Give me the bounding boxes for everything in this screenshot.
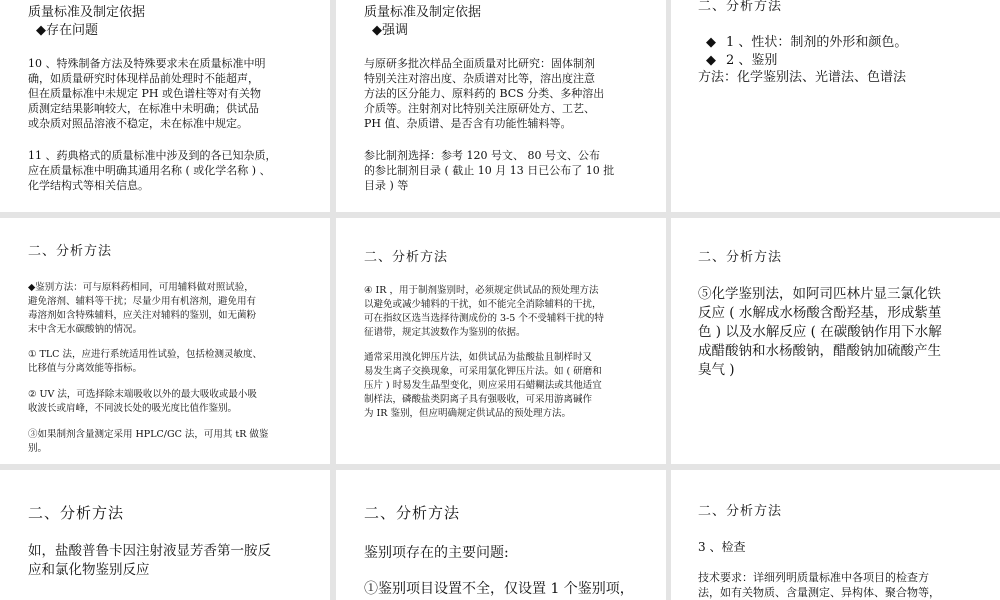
slide-title: 二、分析方法 bbox=[698, 0, 783, 14]
slide-paragraph: ② UV 法，可选择除末端吸收以外的最大吸收或最小吸 收波长或肩峰，不同波长处的吸光度比值作鉴别。 bbox=[28, 389, 257, 414]
slide-subtitle: ◆强调 bbox=[372, 23, 408, 38]
slide-paragraph: 11 、药典格式的质量标准中涉及到的各已知杂质， 应在质量标准中明确其通用名称 ( 或化学名称 ) 、 化学结构式等相关信息。 bbox=[28, 149, 277, 192]
slide-thumbnail-2[interactable] bbox=[336, 0, 666, 212]
slide-paragraph: 鉴别项存在的主要问题: bbox=[364, 545, 509, 561]
slide-paragraph: ⑤化学鉴别法，如阿司匹林片显三氯化铁 反应 ( 水解成水杨酸含酚羟基，形成紫堇 色 ) 以及水解反应 ( 在碳酸钠作用下水解 成醋酸钠和水杨酸钠，醋酸钠加硫酸产生 臭气 ) bbox=[698, 286, 942, 378]
bullet-marker: ◆ bbox=[706, 53, 716, 68]
slide-paragraph: 3 、检查 bbox=[698, 540, 746, 554]
slide-paragraph: 参比制剂选择：参考 120 号文、 80 号文、公布 的参比制剂目录 ( 截止 10 月 13 日已公布了 10 批 目录 ) 等 bbox=[364, 149, 615, 192]
slide-thumbnail-7[interactable] bbox=[0, 470, 330, 600]
slide-paragraph: 技术要求：详细列明质量标准中各项目的检查方 法，如有关物质、含量测定、异构体、聚合物等， bbox=[698, 571, 940, 599]
slide-subtitle: ◆存在问题 bbox=[36, 23, 98, 38]
slide-paragraph: ③如果制剂含量测定采用 HPLC/GC 法，可用其 tR 做鉴 别。 bbox=[28, 429, 269, 454]
slide-title: 二、分析方法 bbox=[698, 504, 783, 519]
slide-title: 二、分析方法 bbox=[698, 250, 783, 265]
slide-paragraph: 方法：化学鉴别法、光谱法、色谱法 bbox=[698, 70, 907, 85]
slide-paragraph: 10 、特殊制备方法及特殊要求未在质量标准中明 确，如质量研究时体现样品前处理时不能超声， 但在质量标准中未规定 PH 或色谱柱等对有关物 质测定结果影响较大，在标准中未明确；供试品 或杂质对照品溶液不稳定，未在标准中规定。 bbox=[28, 57, 266, 130]
slide-paragraph: ①鉴别项目设置不全，仅设置 1 个鉴别项， bbox=[364, 581, 634, 597]
slide-thumbnail-5[interactable] bbox=[336, 218, 666, 464]
slide-thumbnail-6[interactable] bbox=[671, 218, 1000, 464]
slide-title: 二、分析方法 bbox=[364, 250, 449, 265]
slide-title: 二、分析方法 bbox=[28, 504, 125, 522]
slide-paragraph: ④ IR ，用于制剂鉴别时，必须规定供试品的预处理方法 以避免或减少辅料的干扰，如不能完全消除辅料的干扰， 可在指纹区选当选择待测成份的 3-5 个不受辅料干扰的特 征谱带，规定其波数作为鉴别的依据。 bbox=[364, 285, 604, 338]
slide-thumbnail-1[interactable] bbox=[0, 0, 330, 212]
slide-paragraph: ① TLC 法，应进行系统适用性试验，包括检测灵敏度、 比移值与分离效能等指标。 bbox=[28, 349, 262, 374]
bullet-text: 1 、性状：制剂的外形和颜色。 bbox=[726, 35, 908, 50]
slide-title: 二、分析方法 bbox=[364, 504, 461, 522]
slide-title: 质量标准及制定依据 bbox=[28, 5, 146, 20]
slide-paragraph: 通常采用溴化钾压片法，如供试品为盐酸盐且制样时又 易发生离子交换现象，可采用氯化钾压片法。如 ( 研磨和 压片 ) 时易发生晶型变化，则应采用石蜡糊法或其他适宜 制样法，磷酸盐类阴离子具有强吸收，可采用游离碱作 为 IR 鉴别，但应明确规定供试品的预处理方法。 bbox=[364, 352, 602, 419]
bullet-marker: ◆ bbox=[706, 35, 716, 50]
bullet-text: 2 、鉴别 bbox=[726, 53, 778, 68]
slide-title: 二、分析方法 bbox=[28, 244, 113, 259]
bullet-item bbox=[706, 51, 777, 70]
slide-thumbnail-9[interactable] bbox=[671, 470, 1000, 600]
bullet-item bbox=[706, 33, 907, 52]
slide-title: 质量标准及制定依据 bbox=[364, 5, 482, 20]
slide-paragraph: 如，盐酸普鲁卡因注射液显芳香第一胺反 应和氯化物鉴别反应 bbox=[28, 543, 271, 578]
slide-thumbnail-8[interactable] bbox=[336, 470, 666, 600]
slide-paragraph: ◆鉴别方法：可与原料药相同，可用辅料做对照试验， 避免溶剂、辅料等干扰；尽量少用有机溶剂，避免用有 毒溶剂如含特殊辅料，应关注对辅料的鉴别，如无菌粉 末中含无水碳酸钠的情况。 bbox=[28, 282, 257, 335]
slide-thumbnail-4[interactable] bbox=[0, 218, 330, 464]
slide-thumbnail-3[interactable] bbox=[671, 0, 1000, 212]
slide-paragraph: 与原研多批次样品全面质量对比研究：固体制剂 特别关注对溶出度、杂质谱对比等，溶出度注意 方法的区分能力、原料药的 BCS 分类、多种溶出 介质等。注射剂对比特别关注原研处方、工艺、 PH 值、杂质谱、是否含有功能性辅料等。 bbox=[364, 57, 605, 130]
